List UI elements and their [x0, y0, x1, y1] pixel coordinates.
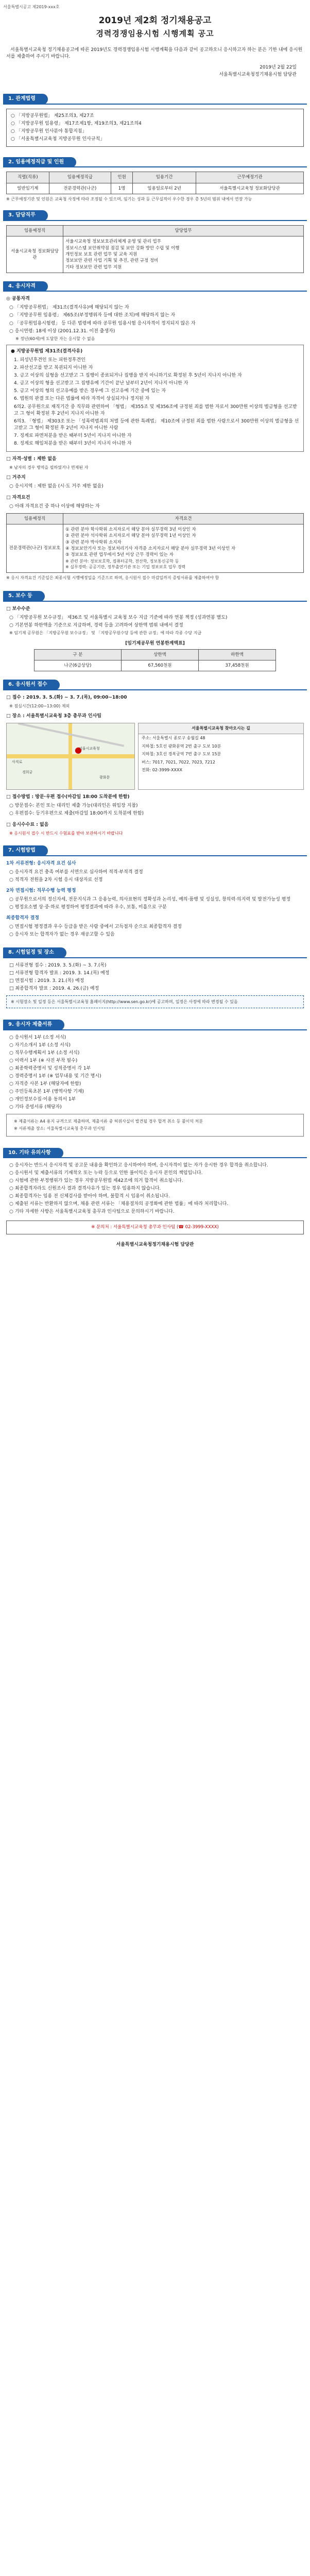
schedule-notice — [6, 995, 304, 1009]
career-header: 자격요건 — [63, 513, 304, 524]
location-block — [6, 723, 304, 790]
schedule-item: □ 서류전형 접수 : 2019. 3. 5.(화) ~ 3. 7.(목) — [9, 962, 107, 968]
exam-step2-item: ○ 평정요소별 상·중·하로 평정하여 평정결과에 따라 우수, 보통, 미흡으로 구분 — [9, 904, 167, 910]
exam-final-title: 최종합격자 결정 — [6, 915, 39, 921]
pay-item: ○ 기본연봉 하한액을 기준으로 지급하며, 경력 등을 고려하여 상한액 범위 내에서 결정 — [9, 622, 183, 628]
document-item: ○ 직무수행계획서 1부 (소정 서식) — [9, 1050, 80, 1056]
positions-table — [6, 172, 304, 194]
document-item: ○ 최종학력증명서 및 성적증명서 각 1부 — [9, 1066, 91, 1072]
pay-list — [3, 615, 307, 636]
qual-note: ※ 정년(60세)에 도달한 자는 응시할 수 없음 — [15, 336, 95, 341]
law-excerpt-title: ● 지방공무원법 제31조(결격사유) — [11, 349, 83, 354]
section-title-laws: 1. 관계법령 — [3, 94, 48, 105]
document-item: ○ 자격증 사본 1부 (해당자에 한함) — [9, 1081, 81, 1087]
career-item: ④ 정보보안기사 또는 정보처리기사 자격증 소지자로서 해당 분야 실무경력 3년 이상인 자 — [65, 546, 236, 551]
table-row — [7, 524, 304, 572]
documents-list — [3, 1035, 307, 1111]
qual-item: ○ 「공무원임용시험령」 등 다른 법령에 따라 공무원 임용시험 응시자격이 정지되지 않은 자 — [9, 320, 196, 326]
section-title-schedule: 8. 시험일정 및 장소 — [3, 947, 66, 958]
career-role: 전문경력관(나군) 정보보호 — [7, 524, 63, 572]
law-excerpt-item: 3. 금고 이상의 실형을 선고받고 그 집행이 종료되거나 집행을 받지 아니하기로 확정된 후 5년이 지나지 아니한 자 — [14, 373, 242, 379]
duties-list — [63, 236, 304, 273]
notice-issuer: 서울특별시교육청정기채용시험 담당관 — [219, 72, 297, 77]
positions-header: 근무예정기관 — [196, 172, 304, 183]
section-title-positions: 2. 임용예정직급 및 인원 — [3, 157, 76, 168]
contact-box — [6, 1221, 304, 1234]
apply-period: □ 접수 : 2019. 3. 5.(화) ~ 3. 7.(목), 09:00~18:00 — [6, 694, 127, 700]
location-line: 지하철: 5호선 광화문역 2번 출구 도보 10분 — [142, 743, 221, 749]
exam-final-item: ○ 응시자 또는 합격자가 없는 경우 재공고할 수 있음 — [9, 932, 115, 938]
duties-header: 담당업무 — [63, 225, 304, 236]
region-note: ○ 응시지역 : 제한 없음 (시·도 거주 제한 없음) — [9, 484, 104, 489]
section-divider — [3, 220, 307, 221]
law-excerpt-item: 8. 징계로 해임처분을 받은 때부터 3년이 지나지 아니한 자 — [14, 440, 132, 446]
map-pin-icon: ● — [75, 745, 82, 755]
main-title: 2019년 제2회 정기채용공고 — [98, 15, 212, 26]
career-item: ① 관련 분야 학사학위 소지자로서 해당 분야 실무경력 3년 이상인 자 — [65, 527, 196, 532]
location-info-title: 서울특별시교육청 찾아오시는 길 — [139, 723, 303, 734]
exam-step2-title: 2차 면접시험: 직무수행 능력 평정 — [6, 888, 76, 893]
location-line: 지하철: 3호선 경복궁역 7번 출구 도보 15분 — [142, 752, 221, 757]
positions-header: 임용기간 — [133, 172, 196, 183]
region-title: □ 거주지 — [6, 475, 26, 481]
table-cell: 37,458천원 — [198, 660, 275, 671]
closing-issuer: 서울특별시교육청정기채용시험 담당관 — [116, 1242, 194, 1247]
exam-step1-title: 1차 서류전형: 응시자격 요건 심사 — [6, 860, 76, 866]
career-item: ※ 관련 분야: 정보보호학, 컴퓨터공학, 전산학, 정보통신공학 등 — [65, 558, 179, 564]
law-item: ○ 「서울특별시교육청 지방공무원 인사규칙」 — [11, 136, 105, 142]
section-title-qualification: 4. 응시자격 — [3, 281, 48, 292]
documents-note: ※ 제출서류는 A4 용지 규격으로 제출하며, 제출서류 중 허위사실이 발견될 경우 합격 취소 등 불이익 처분 — [14, 1119, 203, 1124]
notice-date: 2019년 2월 22일 — [260, 65, 297, 71]
exam-step2-item: ○ 공무원으로서의 정신자세, 전문지식과 그 응용능력, 의사표현의 정확성과 논리성, 예의·품행 및 성실성, 창의력·의지력 및 발전가능성 평정 — [9, 896, 291, 902]
duty-item: 기타 정보보안 관련 업무 지원 — [65, 264, 122, 270]
table-cell: 나군(6급상당) — [35, 660, 122, 671]
career-item: ※ 실무경력: 공공기관, 정부출연기관 또는 기업 정보보호 업무 경력 — [65, 565, 186, 570]
career-extra-note: ※ 응시 자격요건 기준일은 최종시험 시행예정일을 기준으로 하며, 응시원서 접수 마감일까지 증빙서류를 제출하여야 함 — [6, 575, 219, 580]
table-cell: 67,560천원 — [121, 660, 198, 671]
caution-item: ○ 응시자는 반드시 응시자격 및 공고문 내용을 확인하고 응시하여야 하며, 응시자격이 없는 자가 응시한 경우 합격을 취소합니다. — [9, 1163, 268, 1168]
duties-header: 임용예정직 — [7, 225, 63, 236]
exam-step1-item: ○ 적격자 전원을 2차 시험 응시 대상자로 선정 — [9, 877, 103, 883]
schedule-item: □ 최종합격자 발표 : 2019. 4. 26.(금) 예정 — [9, 986, 99, 991]
top-note: 서울특별시공고 제2019-xxx호 — [3, 5, 60, 9]
career-table — [6, 513, 304, 573]
positions-header: 임용예정직급 — [49, 172, 111, 183]
pay-item: ○ 「지방공무원 보수규정」 제36조 및 서울특별시 교육청 보수 지급 기준에 따라 연봉 책정 (성과연봉 별도) — [9, 615, 228, 620]
career-item: ② 관련 분야 석사학위 소지자로서 해당 분야 실무경력 1년 이상인 자 — [65, 533, 196, 539]
exam-step1-item: ○ 응시자격 요건 충족 여부를 서면으로 심사하여 적격·부적격 결정 — [9, 869, 143, 875]
duty-item: 개인정보 보호 관련 업무 및 교육 지원 — [65, 251, 137, 257]
caution-item: ○ 최종합격자라도 신원조사 결과 결격사유가 있는 경우 임용하지 않습니다. — [9, 1186, 161, 1192]
common-qual-list — [3, 304, 307, 342]
section-title-cautions: 10. 기타 유의사항 — [3, 1148, 63, 1159]
caution-item: ○ 응시원서 및 제출서류의 기재착오 또는 누락 등으로 인한 불이익은 응시자 본인의 책임입니다. — [9, 1171, 203, 1176]
apply-method: □ 접수방법 : 방문·우편 접수(마감일 18:00 도착분에 한함) — [6, 794, 130, 800]
gender-note: ※ 남자의 경우 병역을 필하였거나 면제된 자 — [9, 465, 89, 470]
gender-title: □ 자격·성별 : 제한 없음 — [6, 456, 57, 462]
section-divider — [3, 104, 307, 105]
duty-item: 정보보안 관련 사업 기획 및 추진, 관련 규정 정비 — [65, 258, 159, 264]
caution-item: ○ 기타 자세한 사항은 서울특별시교육청 총무과 인사팀으로 문의하시기 바랍니다. — [9, 1209, 175, 1215]
apply-method-note: ○ 우편접수: 등기우편으로 제출(마감일 18:00까지 도착분에 한함) — [9, 811, 144, 817]
apply-fee-note: ※ 응시원서 접수 시 반드시 수험표를 받아 보관하시기 바랍니다 — [9, 831, 123, 836]
law-excerpt-item: 1. 피성년후견인 또는 피한정후견인 — [14, 358, 85, 363]
law-excerpt-item: 5. 금고 이상의 형의 선고유예를 받은 경우에 그 선고유예 기간 중에 있는 자 — [14, 388, 166, 394]
career-title: □ 자격요건 — [6, 495, 30, 500]
law-item: ○ 「지방공무원법」 제25조의3, 제27조 — [11, 113, 94, 118]
caution-item: ○ 시험에 관한 부정행위가 있는 경우 지방공무원법 제42조에 의거 합격이 취소됩니다. — [9, 1178, 183, 1184]
table-cell: 서울특별시교육청 정보화담당관 — [196, 183, 304, 194]
pay-header: 상한액 — [121, 649, 198, 660]
document-item: ○ 이력서 1부 (※ 사진 부착 필수) — [9, 1058, 78, 1063]
qual-item: ○ 응시연령: 18세 이상 (2001.12.31. 이전 출생자) — [9, 328, 115, 334]
career-list — [63, 524, 304, 572]
table-row — [7, 183, 304, 194]
document-item: ○ 개인정보수집·이용 동의서 1부 — [9, 1097, 76, 1103]
section-title-documents: 9. 응시자 제출서류 — [3, 1020, 64, 1030]
date-issuer — [3, 64, 307, 78]
law-excerpt-item: 6의3. 「형법」 제303조 또는 「성폭력범죄의 처벌 등에 관한 특례법」 제10조에 규정된 죄를 범한 사람으로서 300만원 이상의 벌금형을 선고받고 그 형이 확정된 후 2년이 지나지 아니한 사람 — [14, 418, 299, 431]
table-cell: 임용일로부터 2년 — [133, 183, 196, 194]
pay-table-title: [임기제공무원 연봉한계액표] — [125, 640, 185, 646]
pay-title: □ 보수수준 — [6, 606, 30, 612]
location-line: 주소: 서울특별시 종로구 송월길 48 — [142, 735, 205, 740]
table-cell: 일반임기제 — [7, 183, 49, 194]
section-title-exam: 7. 시험방법 — [3, 845, 48, 856]
map-label: 서울시교육청 — [79, 747, 100, 751]
pay-table — [34, 649, 276, 672]
schedule-list — [3, 962, 307, 992]
law-item: ○ 「지방공무원 인사분야 통합지침」 — [11, 128, 87, 134]
document-item: ○ 자기소개서 1부 (소정 서식) — [9, 1042, 71, 1048]
table-cell: 전문경력관(나군) — [49, 183, 111, 194]
qual-item: ○ 「지방공무원법」 제31조(결격사유)에 해당되지 않는 자 — [9, 305, 129, 311]
career-item: ③ 관련 분야 박사학위 소지자 — [65, 539, 122, 545]
law-excerpt-item: 6의2. 공무원으로 재직기간 중 직무와 관련하여 「형법」 제355조 및 제356조에 규정된 죄를 범한 자로서 300만원 이상의 벌금형을 선고받고 그 형이 확정된 후 2년이 지나지 아니한 자 — [14, 404, 297, 416]
positions-header: 인원 — [111, 172, 133, 183]
intro-paragraph: 서울특별시교육청 정기채용공고에 따른 2019년도 경력경쟁임용시험 시행계획을 다음과 같이 공고하오니 응시하고자 하는 분은 기한 내에 응시원서를 제출하여 주시기 바랍니다. — [6, 47, 303, 60]
map-label: 경희궁 — [22, 770, 33, 775]
career-header: 임용예정직 — [7, 513, 63, 524]
qual-item: ○ 「지방공무원 임용령」 제65조(부정행위자 등에 대한 조치)에 해당하지 않는 자 — [9, 313, 176, 318]
cautions-list — [3, 1162, 307, 1215]
law-excerpt-box — [6, 345, 304, 452]
law-excerpt-item: 4. 금고 이상의 형을 선고받고 그 집행유예 기간이 끝난 날부터 2년이 지나지 아니한 자 — [14, 381, 188, 386]
map-label: 광화문 — [99, 775, 110, 780]
schedule-item: □ 서류전형 합격자 발표 : 2019. 3. 14.(목) 예정 — [9, 970, 110, 976]
apply-fee: □ 응시수수료 : 없음 — [6, 822, 49, 827]
pay-header: 구 분 — [35, 649, 122, 660]
caution-item: ○ 제출된 서류는 반환하지 않으며, 채용 관련 서류는 「채용절차의 공정화에 관한 법률」에 따라 처리합니다. — [9, 1201, 229, 1207]
section-divider — [3, 291, 307, 292]
subtitle: 경력경쟁임용시험 시행계획 공고 — [96, 29, 214, 39]
apply-place: □ 장소 : 서울특별시교육청 3층 총무과 인사팀 — [6, 714, 101, 719]
positions-note: ※ 근무예정기관 및 인원은 교육청 사정에 따라 조정될 수 있으며, 임기는 성과 등 근무실적이 우수한 경우 총 5년의 범위 내에서 연장 가능 — [6, 196, 252, 201]
table-row — [7, 236, 304, 273]
career-note: ○ 아래 자격요건 중 하나 이상에 해당하는 자 — [9, 503, 100, 509]
duty-item: 정보시스템 보안취약점 점검 및 보안 강화 방안 수립 및 이행 — [65, 245, 180, 251]
notice-document — [0, 0, 310, 1264]
section-title-duties: 3. 담당직무 — [3, 210, 48, 221]
schedule-notice-text: ※ 시험장소 및 일정 등은 서울특별시교육청 홈페이지(http://www.sen.go.kr)에 공고하며, 일정은 사정에 따라 변경될 수 있음 — [11, 999, 238, 1004]
document-item: ○ 응시원서 1부 (소정 서식) — [9, 1035, 66, 1040]
table-row — [35, 660, 276, 671]
documents-note: ※ 서류제출 장소: 서울특별시교육청 총무과 인사팀 — [14, 1126, 105, 1131]
pay-item: ※ 임기제 공무원은 「지방공무원 보수규정」 및 「지방공무원수당 등에 관한 규정」에 따라 각종 수당 지급 — [9, 630, 202, 635]
law-excerpt-item: 7. 징계로 파면처분을 받은 때부터 5년이 지나지 아니한 자 — [14, 433, 132, 438]
career-item: ⑤ 정보보호 관련 업무에서 5년 이상 근무 경력이 있는 자 — [65, 552, 174, 558]
document-item: ○ 경력증명서 1부 (※ 업무내용 및 기간 명시) — [9, 1074, 101, 1079]
apply-period-note: ※ 점심시간(12:00~13:00) 제외 — [9, 703, 70, 708]
document-item: ○ 주민등록초본 1부 (병역사항 기재) — [9, 1089, 84, 1095]
table-cell: 1명 — [111, 183, 133, 194]
map-label: 사직로 — [12, 760, 23, 765]
contact-text: ※ 문의처 : 서울특별시교육청 총무과 인사팀 (☎ 02-3999-XXXX) — [91, 1225, 219, 1230]
location-line: 전화: 02-3999-XXXX — [142, 768, 182, 773]
location-line: 버스: 7017, 7021, 7022, 7023, 7212 — [142, 759, 215, 765]
caution-item: ○ 최종합격자는 임용 전 신체검사를 받아야 하며, 불합격 시 임용이 취소됩니다. — [9, 1194, 170, 1199]
duties-role: 서울시교육청 정보화담당관 — [7, 236, 63, 273]
document-item: ○ 기타 증빙서류 (해당자) — [9, 1105, 62, 1110]
section-title-apply: 6. 응시원서 접수 — [3, 680, 60, 690]
documents-notes-box — [6, 1114, 304, 1136]
positions-header: 직렬(직류) — [7, 172, 49, 183]
section-divider — [3, 601, 307, 602]
apply-method-note: ○ 방문접수: 본인 또는 대리인 제출 가능(대리인은 위임장 지참) — [9, 803, 138, 809]
schedule-item: □ 면접시험 : 2019. 3. 21.(목) 예정 — [9, 978, 84, 984]
section-title-pay: 5. 보수 등 — [3, 591, 45, 602]
laws-box — [6, 109, 304, 147]
duties-table — [6, 225, 304, 273]
law-item: ○ 「지방공무원 임용령」 제17조제1항, 제19조의3, 제21조의4 — [11, 121, 142, 126]
law-excerpt-item: 2. 파산선고를 받고 복권되지 아니한 자 — [14, 365, 93, 371]
location-info — [138, 723, 304, 790]
pay-header: 하한액 — [198, 649, 275, 660]
section-divider — [3, 855, 307, 856]
common-qual-title: ◎ 공통자격 — [6, 296, 30, 302]
exam-final-item: ○ 면접시험 평정결과 우수 등급을 받은 사람 중에서 고득점자 순으로 최종합격자 결정 — [9, 924, 182, 929]
location-map — [6, 723, 135, 790]
duty-item: 서울시교육청 정보보호관리체계 운영 및 관리 업무 — [65, 239, 161, 245]
law-excerpt-item: 6. 법원의 판결 또는 다른 법률에 따라 자격이 상실되거나 정지된 자 — [14, 396, 150, 402]
